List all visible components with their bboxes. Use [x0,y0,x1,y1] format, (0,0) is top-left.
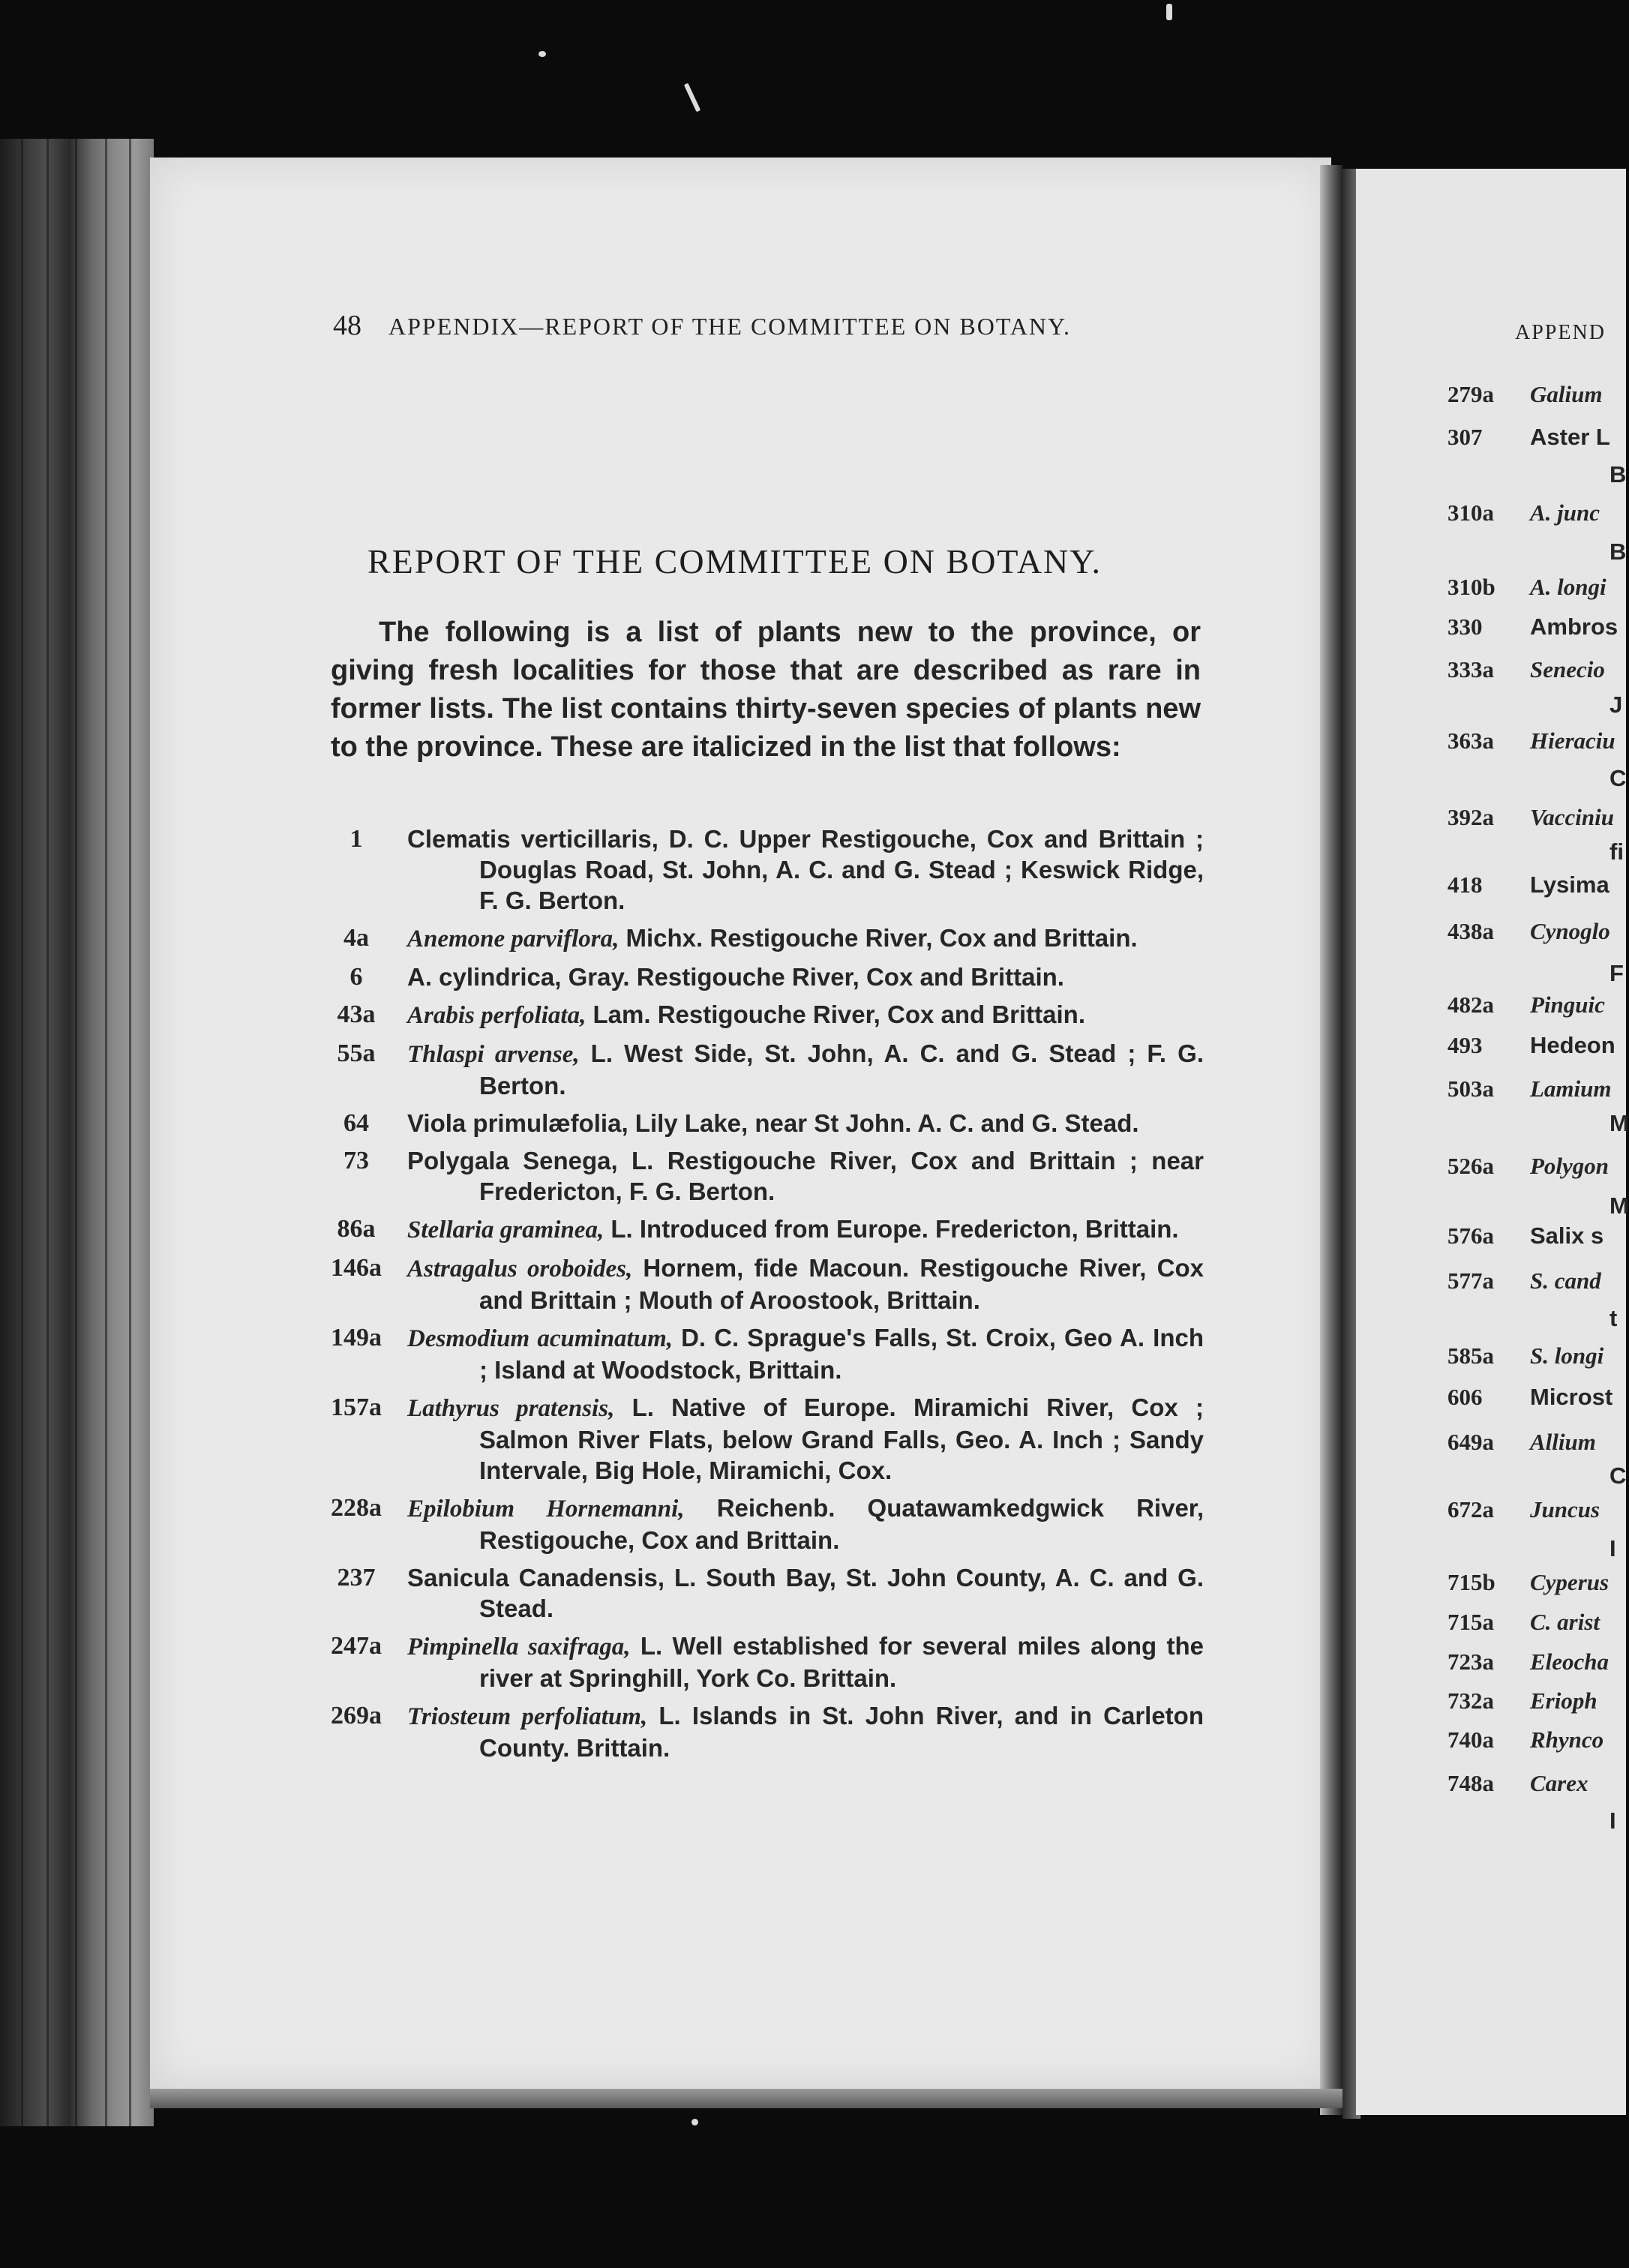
species-name: Thlaspi arvense, [407,1041,580,1068]
right-page-entry-text: A. junc [1530,500,1600,526]
right-page-entry-text: Eleocha [1530,1648,1610,1675]
right-page-continuation: B [1610,461,1627,488]
left-page-edge [1320,165,1342,2115]
species-entry [319,1252,1204,1316]
right-page-entry [1448,1770,1588,1797]
species-entry [319,1214,1204,1246]
right-page-entry [1448,1076,1612,1102]
species-entry [319,1108,1204,1138]
intro-text: The following is a list of plants new to the province, or giving fresh localities for those that are described as rare in former lists. The list contains thirty-seven species of plants new to the province. These are italicized in the list that follows: [331,616,1201,763]
species-entry [319,824,1204,916]
right-page-entry-number: 606 [1448,1384,1483,1410]
right-page-entry-number: 732a [1448,1688,1494,1714]
species-name: Viola primulæfolia, [407,1109,628,1137]
entry-text [407,1214,1204,1246]
right-page-entry-text: Carex [1530,1770,1588,1796]
right-page-entry-number: 715b [1448,1569,1496,1595]
right-page-entry-text: Polygon [1530,1153,1610,1179]
entry-text [407,999,1204,1031]
page-bottom-edge [150,2089,1342,2108]
right-page-entry [1448,1429,1596,1456]
species-locality: L. Native of Europe. Miramichi River, Cox ; Salmon River Flats, below Grand Falls, Geo. A. Inch ; Sandy Intervale, Big Hole, Miramichi, Cox. [479,1394,1204,1484]
right-page-entry-number: 310a [1448,500,1494,526]
right-page-entry-number: 715a [1448,1609,1494,1635]
right-page-entry [1448,918,1610,945]
right-page-entry-text: Cynoglo [1530,918,1610,944]
entry-number: 247a [331,1632,382,1660]
entry-text [407,1322,1204,1385]
right-page-entry-text: Senecio [1530,656,1605,682]
intro-paragraph [331,614,1201,766]
page-number: 48 [333,310,362,341]
entry-number: 228a [331,1494,382,1522]
species-locality: L. Well established for several miles along the river at Springhill, York Co. Brittain. [479,1632,1204,1692]
species-entry [319,1038,1204,1101]
right-page-entry-number: 482a [1448,992,1494,1018]
species-name: Anemone parviflora, [407,926,620,952]
right-page-entry [1448,1648,1609,1676]
species-entry [319,999,1204,1031]
right-page-continuation: t [1610,1305,1618,1331]
entry-text [407,922,1204,955]
right-page-entry-number: 438a [1448,918,1494,944]
species-entry [319,1562,1204,1624]
species-entry [319,962,1204,992]
species-locality: Lily Lake, near St John. A. C. and G. Stead. [628,1109,1139,1137]
entry-text [407,1392,1204,1486]
right-page-entry-number: 418 [1448,872,1483,898]
entry-number: 55a [337,1040,376,1067]
right-page-entry-text: Allium [1530,1429,1596,1455]
right-page-entry-text: Cyperus [1530,1569,1610,1595]
right-page-entry [1448,500,1600,526]
species-name: Desmodium acuminatum, [407,1325,673,1352]
species-entry [319,1492,1204,1556]
right-page-entry [1448,992,1605,1018]
right-page-entry-text: Microst [1530,1384,1613,1410]
species-name: A. cylindrica, [407,963,562,991]
species-entry [319,1630,1204,1694]
species-locality: Gray. Restigouche River, Cox and Brittain. [561,963,1064,991]
species-name: Astragalus oroboides, [407,1256,633,1282]
right-page-entry [1448,1153,1609,1180]
right-page-entry [1448,1222,1604,1250]
right-page-entry-text: A. longi [1530,574,1606,600]
species-locality: Hornem, fide Macoun. Restigouche River, Cox and Brittain ; Mouth of Aroostook, Brittain. [479,1254,1204,1314]
entry-number: 64 [344,1109,369,1137]
right-page-continuation: C [1610,1462,1627,1489]
right-page-entry-text: Rhynco [1530,1726,1604,1753]
entry-text [407,1145,1204,1207]
right-page-entry-number: 310b [1448,574,1496,600]
right-page-continuation: fi [1610,838,1624,865]
dust-speck [1166,4,1172,20]
right-page-entry-number: 392a [1448,804,1494,830]
entry-number: 237 [337,1564,376,1592]
right-page-entry-number: 585a [1448,1342,1494,1369]
entry-number: 4a [344,924,369,952]
species-locality: Michx. Restigouche River, Cox and Brittain. [619,924,1138,952]
right-page-entry [1448,1726,1604,1754]
entry-text [407,1562,1204,1624]
species-locality: D. C. Sprague's Falls, St. Croix, Geo A. Inch ; Island at Woodstock, Brittain. [479,1324,1204,1384]
right-page-entry-number: 526a [1448,1153,1494,1179]
species-locality: L. West Side, St. John, A. C. and G. Stead ; F. G. Berton. [479,1040,1204,1100]
right-page-entry [1448,614,1618,640]
right-page-entry-text: Juncus [1530,1496,1600,1522]
species-name: Arabis perfoliata, [407,1002,586,1029]
right-page-entry-number: 576a [1448,1222,1494,1249]
right-page-continuation: J [1610,692,1623,718]
entry-number: 157a [331,1394,382,1421]
right-page-entry-number: 333a [1448,656,1494,682]
running-head-text: APPENDIX—REPORT OF THE COMMITTEE ON BOTANY. [388,313,1072,340]
right-page-entry [1448,656,1605,683]
species-name: Triosteum perfoliatum, [407,1703,648,1730]
right-page-running-head: APPEND [1515,321,1606,344]
right-page-entry-number: 279a [1448,381,1494,407]
entry-number: 1 [350,825,363,853]
right-page-entry-text: Hieraciu [1530,728,1616,754]
species-locality: Lam. Restigouche River, Cox and Brittain. [586,1000,1085,1028]
species-list [319,824,1204,1770]
dust-speck [692,2119,698,2126]
entry-number: 73 [344,1147,369,1174]
right-page-continuation: B [1610,538,1627,565]
right-page-continuation: F [1610,960,1624,986]
species-locality: L. South Bay, St. John County, A. C. and G. Stead. [479,1564,1204,1622]
entry-text [407,962,1204,992]
right-page-entry-number: 649a [1448,1429,1494,1455]
right-page-entry [1448,1569,1609,1596]
entry-text [407,1108,1204,1138]
species-entry [319,1322,1204,1385]
right-page-entry [1448,1268,1601,1294]
right-page-entry-text: S. longi [1530,1342,1604,1369]
species-entry [319,922,1204,955]
right-page-continuation: I [1610,1808,1616,1834]
right-page-entry-text: Erioph [1530,1688,1598,1714]
right-page-entry [1448,728,1616,754]
entry-number: 43a [337,1000,376,1028]
right-page-continuation: M [1610,1192,1629,1219]
entry-number: 146a [331,1254,382,1282]
right-page-entry-number: 503a [1448,1076,1494,1102]
right-page-continuation: C [1610,765,1627,791]
right-page-entry-number: 493 [1448,1032,1483,1058]
species-name: Sanicula Canadensis, [407,1564,665,1592]
species-entry [319,1700,1204,1763]
entry-number: 6 [350,963,363,991]
right-page-entry-number: 307 [1448,424,1483,450]
right-page-entry-text: C. arist [1530,1609,1600,1635]
right-page-entry-text: Salix s [1530,1222,1604,1249]
right-page-entry-number: 723a [1448,1648,1494,1675]
right-page-entry-number: 740a [1448,1726,1494,1753]
species-locality: L. Islands in St. John River, and in Carleton County. Brittain. [479,1702,1204,1762]
right-page-entry-number: 672a [1448,1496,1494,1522]
entry-text [407,1630,1204,1694]
species-name: Polygala Senega, [407,1147,618,1174]
right-page-entry-number: 748a [1448,1770,1494,1796]
right-page-continuation: I [1610,1535,1616,1562]
species-name: Lathyrus pratensis, [407,1395,615,1422]
species-locality: Reichenb. Quatawamkedgwick River, Restigouche, Cox and Brittain. [479,1494,1204,1554]
entry-number: 149a [331,1324,382,1352]
right-page-entry [1448,1032,1616,1059]
species-entry [319,1145,1204,1207]
entry-text [407,1252,1204,1316]
species-name: Clematis verticillaris, [407,825,658,853]
right-page-entry [1448,424,1610,451]
right-page-entry-text: Aster L [1530,424,1610,450]
species-entry [319,1392,1204,1486]
right-page-entry-text: S. cand [1530,1268,1601,1294]
right-page-entry [1448,1496,1600,1523]
right-page-entry [1448,574,1606,601]
right-page-entry-number: 363a [1448,728,1494,754]
species-locality: D. C. Upper Restigouche, Cox and Brittain ; Douglas Road, St. John, A. C. and G. Stead ; Keswick Ridge, F. G. Berton. [479,825,1204,914]
right-page-entry [1448,872,1610,898]
entry-text [407,824,1204,916]
right-page-entry-text: Galium [1530,381,1603,407]
species-locality: L. Restigouche River, Cox and Brittain ; near Fredericton, F. G. Berton. [479,1147,1204,1205]
right-page-continuation: M [1610,1110,1629,1136]
dust-speck [684,83,700,112]
right-page-entry-text: Vacciniu [1530,804,1614,830]
right-page-entry-number: 577a [1448,1268,1494,1294]
entry-number: 269a [331,1702,382,1730]
book-spine [0,139,154,2126]
right-page-entry [1448,1609,1600,1636]
right-page [1356,169,1626,2115]
right-page-entry [1448,381,1602,408]
right-page-entry-text: Ambros [1530,614,1618,640]
right-page-entry-text: Lamium [1530,1076,1612,1102]
right-page-entry-text: Lysima [1530,872,1610,898]
right-page-entry-text: Hedeon [1530,1032,1616,1058]
species-locality: L. Introduced from Europe. Fredericton, Brittain. [604,1215,1179,1243]
entry-number: 86a [337,1215,376,1243]
running-head [333,309,1203,342]
right-page-entry-number: 330 [1448,614,1483,640]
right-page-entry-text: Pinguic [1530,992,1605,1018]
dust-speck [538,51,546,57]
species-name: Stellaria graminea, [407,1216,604,1244]
page-title: REPORT OF THE COMMITTEE ON BOTANY. [368,542,1102,580]
species-name: Pimpinella saxifraga, [407,1634,631,1660]
right-page-entry [1448,1688,1598,1714]
species-name: Epilobium Hornemanni, [407,1496,685,1522]
entry-text [407,1038,1204,1101]
right-page-entry [1448,804,1614,831]
right-page-entry [1448,1384,1612,1411]
entry-text [407,1492,1204,1556]
entry-text [407,1700,1204,1763]
right-page-entry [1448,1342,1604,1370]
